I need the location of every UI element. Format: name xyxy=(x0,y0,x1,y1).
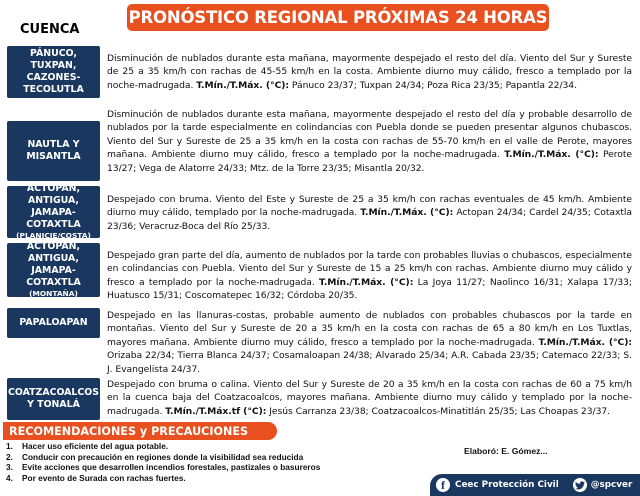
region-forecast: Disminución de nublados durante esta mañana, mayormente despejado el resto del día. Viento del Sur y Sureste de 25 a 35 km/h con rachas de 45-55 km/h en la costa. Ambiente diurno muy cálido, fresco a templado por la noche-madrugada. T.Mín./T.Máx. (°C): Pánuco 23/37; Tuxpan 24/34; Poza Rica 23/35; Papantla 22/34. xyxy=(107,53,632,91)
region-label: COATZACOALCOS Y TONALÁ xyxy=(7,378,100,420)
region-forecast: Despejado con bruma o calina. Viento del Sur y Sureste de 20 a 35 km/h en la costa con rachas de 60 a 75 km/h en la cuenca baja del Coatzacoalcos, mayores mañana. Ambiente diurno muy cálido y templado por la noche-madrugada. T.Mín./T.Máx.tf (°C): Jesús Carranza 23/38; Coatzacoalcos-Minatitlán 25/35; Las Choapas 23/37. xyxy=(107,379,632,417)
region-forecast: Disminución de nublados durante esta mañana, mayormente despejado el resto del día y probable desarrollo de nublados por la tarde especialmente en colindancias con Puebla donde se pueden presentar algunos chubascos. Viento del Sur y Sureste de 25 a 35 km/h en la costa con rachas de 55-70 km/h en el valle de Perote, mayores mañana. Ambiente diurno muy cálido, fresco a templado por la noche-madrugada. T.Mín./T.Máx. (°C): Perote 13/27; Vega de Alatorre 24/33; Mtz. de la Torre 23/35; Misantla 20/32. xyxy=(107,109,632,174)
twitter-bird-icon xyxy=(575,481,585,490)
facebook-label[interactable]: Ceec Protección Civil xyxy=(455,480,559,490)
page-title-banner xyxy=(127,4,549,31)
region-label: PAPALOAPAN xyxy=(7,308,100,338)
region-forecast: Despejado en las llanuras-costas, probable aumento de nublados con probables chubascos por la tarde en montañas. Viento del Sur y Sureste de 20 a 35 km/h en la costa con rachas de 65 a 80 km/h en Los Tuxtlas, mayores mañana. Ambiente diurno muy cálido, fresco a templado por la noche-madrugada. T.Mín./T.Máx. (°C): Orizaba 22/34; Tierra Blanca 24/37; Cosamaloapan 24/38; Alvarado 25/34; A.R. Cabada 23/35; Catemaco 22/33; S. J. Evangelista 24/37. xyxy=(107,310,632,375)
region-label: PÁNUCO, TUXPAN, CAZONES- TECOLUTLA xyxy=(7,46,100,98)
list-item: 3. Evite acciones que desarrollen incendios forestales, pastizales o basureros xyxy=(6,462,321,473)
author-credit: Elaboró: E. Gómez... xyxy=(464,446,548,456)
list-item: 1. Hacer uso eficiente del agua potable. xyxy=(6,441,169,451)
recommendations-list xyxy=(6,441,320,483)
region-label: ACTOPAN, ANTIGUA, JAMAPA- COTAXTLA (PLANICIE/COSTA) xyxy=(7,186,100,238)
list-item: 4. Por evento de Surada con rachas fuertes. xyxy=(6,472,186,483)
section-label: CUENCA xyxy=(20,22,80,37)
facebook-icon[interactable]: f xyxy=(436,478,450,492)
region-forecast: Despejado gran parte del día, aumento de nublados por la tarde con probables lluvias o chubascos, especialmente en colindancias con Puebla. Viento del Sur y Sureste de 15 a 25 km/h con rachas. Ambiente diurno muy cálido y fresco a templado por la noche-madrugada. T.Mín./T.Máx. (°C): La Joya 11/27; Naolinco 16/31; Xalapa 17/33; Huatusco 15/31; Coscomatepec 16/32; Córdoba 20/35. xyxy=(107,250,632,302)
twitter-label[interactable]: @spcver xyxy=(590,480,633,490)
social-footer xyxy=(430,474,640,496)
region-label: NAUTLA Y MISANTLA xyxy=(7,121,100,181)
twitter-icon[interactable] xyxy=(573,478,587,492)
list-item: 2. Conducir con precaución en regiones donde la visibilidad sea reducida xyxy=(6,451,304,462)
recommendations-title: RECOMENDACIONES y PRECAUCIONES xyxy=(9,424,249,438)
region-label: ACTOPAN, ANTIGUA, JAMAPA- COTAXTLA (MONTAÑA) xyxy=(7,243,100,297)
region-forecast: Despejado con bruma. Viento del Este y Sureste de 25 a 35 km/h con rachas eventuales de 45 km/h. Ambiente diurno muy cálido, templado por la noche-madrugada. T.Mín./T.Máx. (°C): Actopan 24/34; Cardel 24/35; Cotaxtla 23/36; Veracruz-Boca del Río 25/33. xyxy=(107,194,632,232)
recommendations-banner xyxy=(3,422,277,440)
page-title: PRONÓSTICO REGIONAL PRÓXIMAS 24 HORAS xyxy=(128,8,548,27)
